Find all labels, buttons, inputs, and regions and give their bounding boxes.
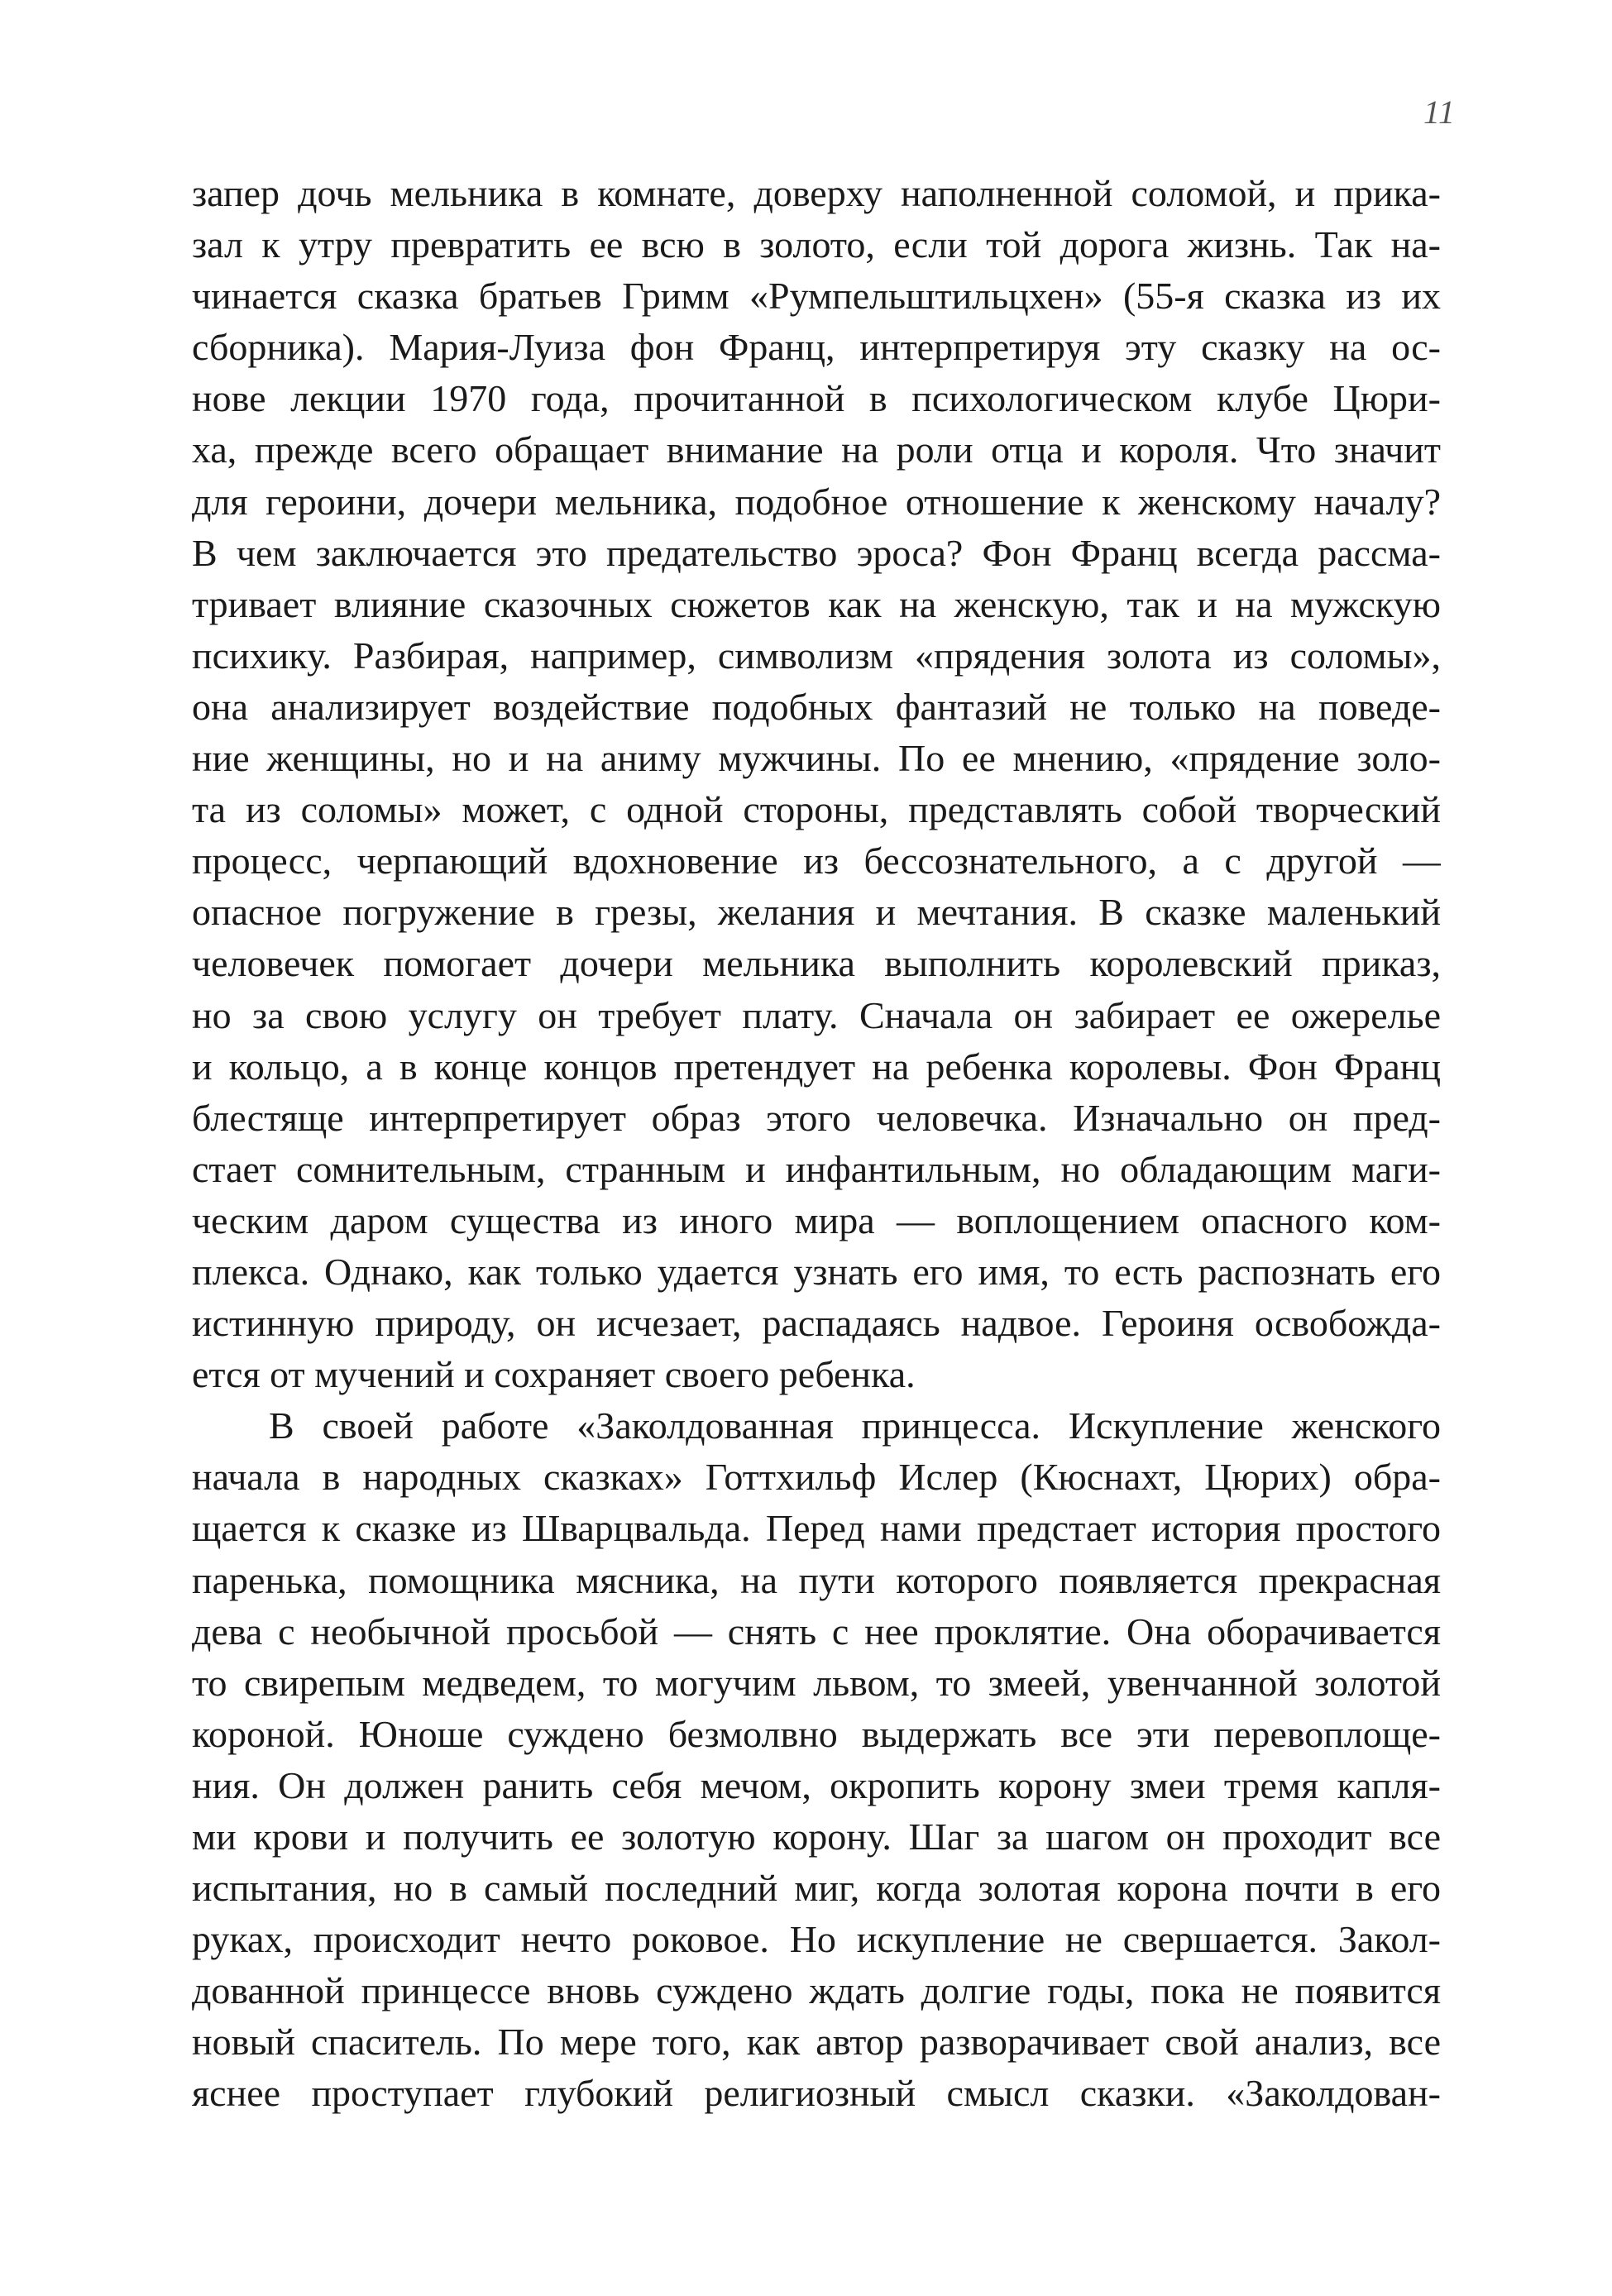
text-line: она анализирует воздействие подобных фантазий не только на поведе- — [192, 685, 1441, 728]
text-line: психику. Разбирая, например, символизм «прядения золота из соломы», — [192, 634, 1441, 677]
text-line: руках, происходит нечто роковое. Но искупление не свершается. Закол- — [192, 1918, 1441, 1961]
text-line: В своей работе «Заколдованная принцесса. Искупление женского — [269, 1404, 1441, 1447]
text-line: В чем заключается это предательство эроса? Фон Франц всегда рассма- — [192, 531, 1441, 574]
paragraph-2 — [192, 1400, 1441, 2119]
text-line: нове лекции 1970 года, прочитанной в психологическом клубе Цюри- — [192, 377, 1441, 420]
text-line: сборника). Мария-Луиза фон Франц, интерпретируя эту сказку на ос- — [192, 326, 1441, 369]
text-line: ми крови и получить ее золотую корону. Шаг за шагом он проходит все — [192, 1815, 1441, 1858]
text-line: короной. Юноше суждено безмолвно выдержать все эти перевоплоще- — [192, 1712, 1441, 1755]
text-line: истинную природу, он исчезает, распадаясь надвое. Героиня освобожда- — [192, 1302, 1441, 1345]
page-number: 11 — [1423, 93, 1456, 131]
text-line: опасное погружение в грезы, желания и мечтания. В сказке маленький — [192, 891, 1441, 934]
text-line: чинается сказка братьев Гримм «Румпельштильцхен» (55-я сказка из их — [192, 275, 1441, 318]
text-line: стает сомнительным, странным и инфантильным, но обладающим маги- — [192, 1147, 1441, 1190]
text-line: процесс, черпающий вдохновение из бессознательного, а с другой — — [192, 839, 1441, 883]
text-line: испытания, но в самый последний миг, когда золотая корона почти в его — [192, 1867, 1441, 1910]
text-line: тривает влияние сказочных сюжетов как на женскую, так и на мужскую — [192, 582, 1441, 625]
text-line: плекса. Однако, как только удается узнать его имя, то есть распознать его — [192, 1250, 1441, 1293]
text-line: но за свою услугу он требует плату. Сначала он забирает ее ожерелье — [192, 993, 1441, 1036]
text-line: начала в народных сказках» Готтхильф Ислер (Кюснахт, Цюрих) обра- — [192, 1456, 1441, 1499]
text-line: паренька, помощника мясника, на пути которого появляется прекрасная — [192, 1558, 1441, 1601]
text-line: зал к утру превратить ее всю в золото, если той дорога жизнь. Так на- — [192, 223, 1441, 266]
text-line: щается к сказке из Шварцвальда. Перед нами предстает история простого — [192, 1507, 1441, 1550]
text-line: и кольцо, а в конце концов претендует на ребенка королевы. Фон Франц — [192, 1045, 1441, 1088]
text-line: для героини, дочери мельника, подобное отношение к женскому началу? — [192, 480, 1441, 523]
text-line: дованной принцессе вновь суждено ждать долгие годы, пока не появится — [192, 1969, 1441, 2012]
text-line: та из соломы» может, с одной стороны, представлять собой творческий — [192, 788, 1441, 831]
text-line: запер дочь мельника в комнате, доверху наполненной соломой, и прика- — [192, 172, 1441, 214]
text-line: блестяще интерпретирует образ этого человечка. Изначально он пред- — [192, 1096, 1441, 1139]
text-line: ется от мучений и сохраняет своего ребенка. — [192, 1353, 916, 1396]
text-line: ческим даром существа из иного мира — воплощением опасного ком- — [192, 1198, 1441, 1241]
text-line: новый спаситель. По мере того, как автор разворачивает свой анализ, все — [192, 2021, 1441, 2064]
text-line: ния. Он должен ранить себя мечом, окропить корону змеи тремя капля- — [192, 1763, 1441, 1806]
text-line: яснее проступает глубокий религиозный смысл сказки. «Заколдован- — [192, 2072, 1441, 2115]
text-line: ние женщины, но и на аниму мужчины. По ее мнению, «прядение золо- — [192, 737, 1441, 780]
paragraph-1 — [192, 168, 1441, 1400]
text-line: ха, прежде всего обращает внимание на роли отца и короля. Что значит — [192, 428, 1441, 471]
text-line: человечек помогает дочери мельника выполнить королевский приказ, — [192, 942, 1441, 985]
text-line: то свирепым медведем, то могучим львом, то змеей, увенчанной золотой — [192, 1661, 1441, 1704]
text-line: дева с необычной просьбой — снять с нее проклятие. Она оборачивается — [192, 1610, 1441, 1653]
body-text — [192, 168, 1441, 2120]
